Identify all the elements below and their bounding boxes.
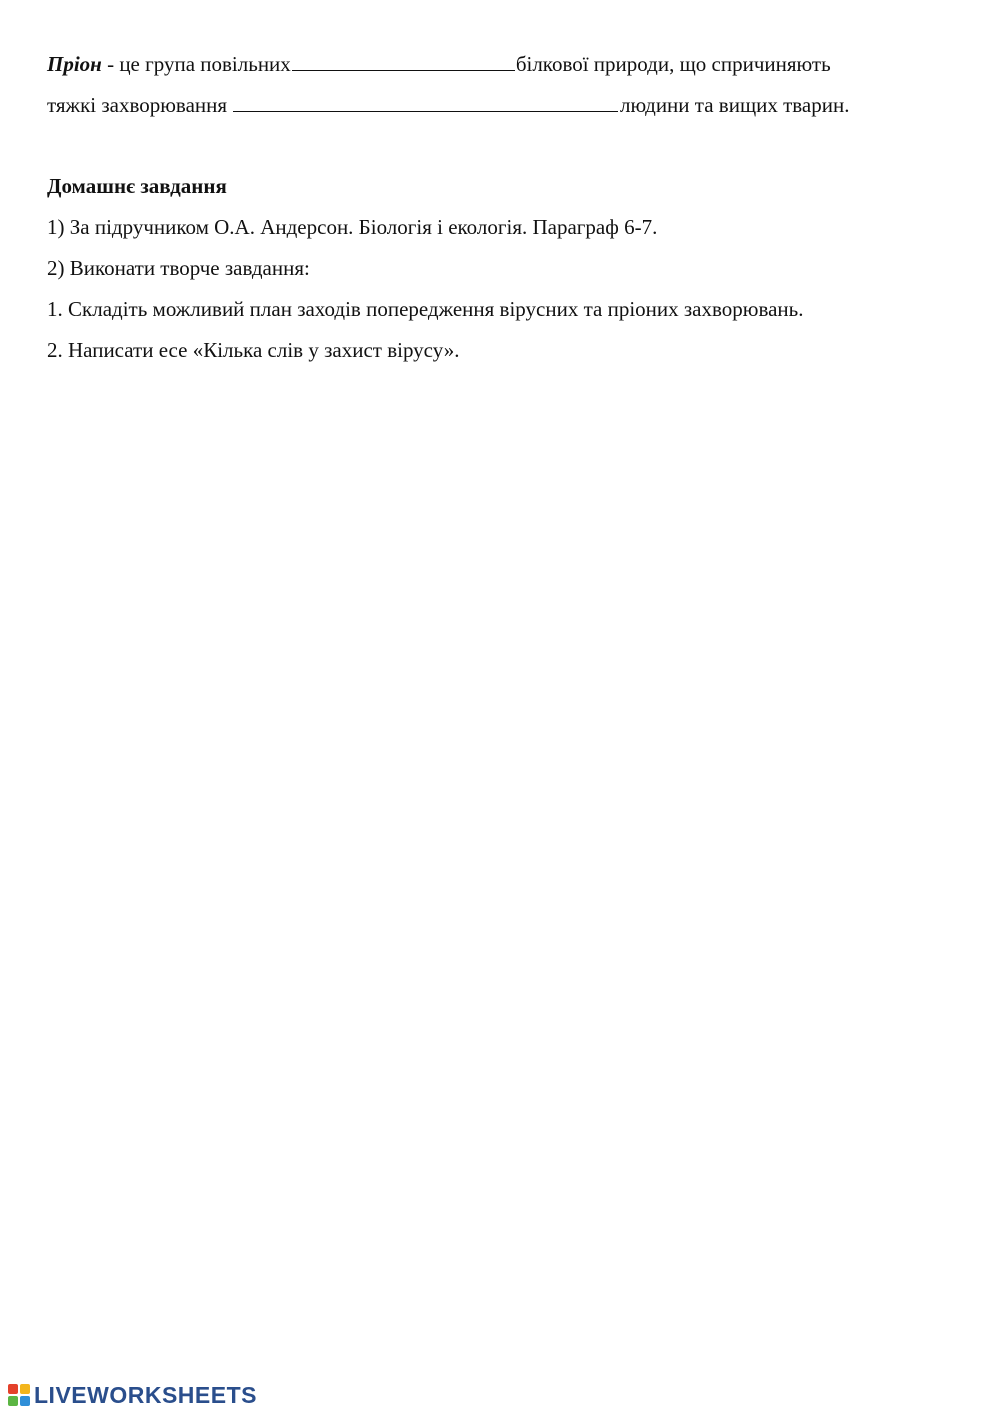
logo-text: LIVEWORKSHEETS	[34, 1381, 257, 1408]
homework-item-3: 1. Складіть можливий план заходів попередження вірусних та пріоних захворювань.	[47, 297, 804, 321]
homework-item-1: 1) За підручником О.А. Андерсон. Біологія і екологія. Параграф 6-7.	[47, 215, 658, 239]
logo-tile-3	[8, 1396, 18, 1406]
homework-item-4: 2. Написати есе «Кілька слів у захист вірусу».	[47, 338, 460, 362]
homework-section	[47, 166, 957, 371]
definition-text-2b: людини та вищих тварин.	[620, 93, 850, 117]
logo-tile-4	[20, 1396, 30, 1406]
blank-input-1[interactable]	[292, 52, 515, 71]
worksheet-page	[47, 44, 957, 371]
definition-text-2a: тяжкі захворювання	[47, 93, 228, 117]
definition-text-1b: білкової природи, що спричиняють	[515, 52, 831, 76]
homework-heading: Домашнє завдання	[47, 174, 227, 198]
homework-item-2: 2) Виконати творче завдання:	[47, 256, 310, 280]
definition-text-1a: - це група повільних	[101, 52, 291, 76]
definition-line-1	[47, 44, 957, 85]
logo-tile-1	[8, 1384, 18, 1394]
blank-input-2[interactable]	[233, 93, 618, 112]
logo-grid-icon	[8, 1384, 30, 1406]
definition-term: Пріон	[47, 52, 102, 76]
definition-line-2	[47, 85, 957, 126]
liveworksheets-logo	[8, 1382, 257, 1408]
logo-tile-2	[20, 1384, 30, 1394]
